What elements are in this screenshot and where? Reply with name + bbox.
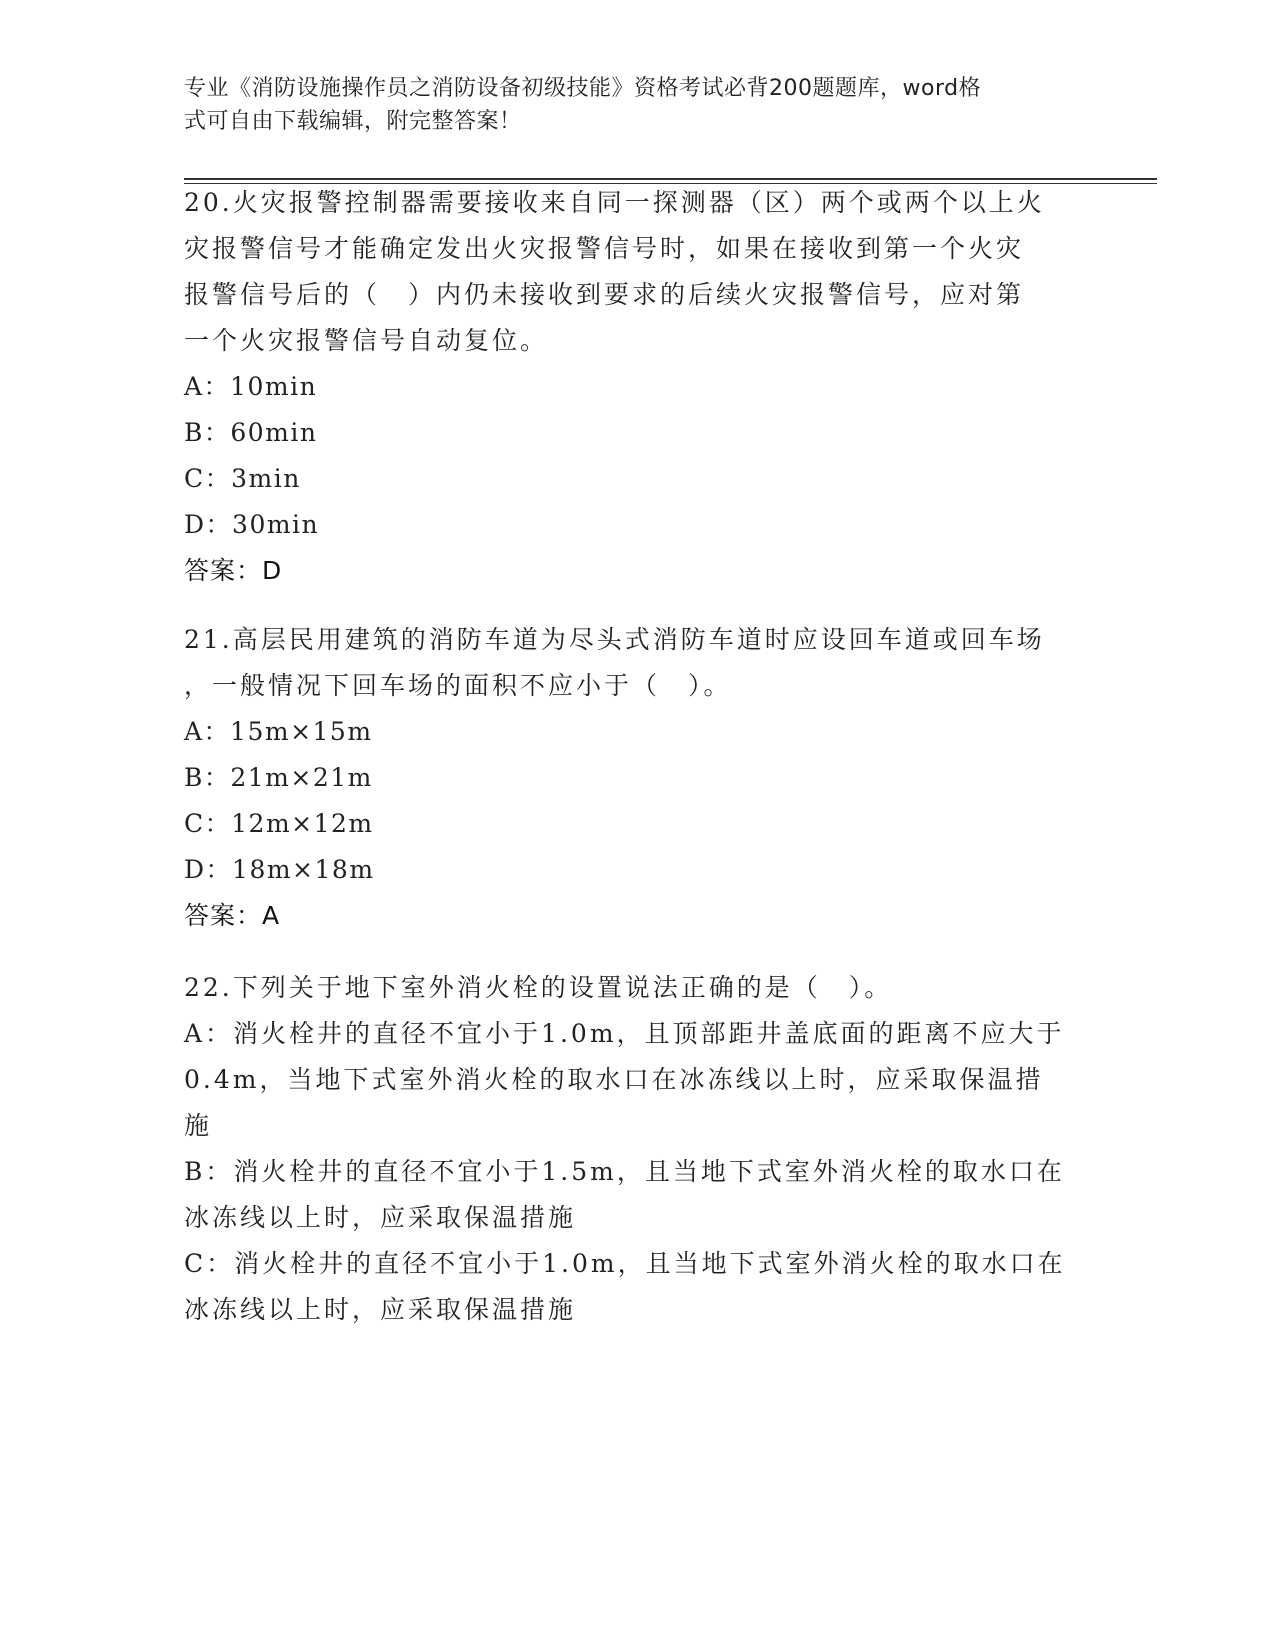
- answer-label: 答案：A: [184, 901, 281, 930]
- option-c-line: 冰冻线以上时，应采取保温措施: [184, 1295, 577, 1324]
- question-stem-line: 一个火灾报警信号自动复位。: [184, 326, 549, 355]
- option-a-line: 0.4m，当地下式室外消火栓的取水口在冰冻线以上时，应采取保温措: [184, 1065, 1044, 1094]
- option-d: D：18m×18m: [184, 855, 375, 884]
- header-line-1: 专业《消防设施操作员之消防设备初级技能》资格考试必背200题题库，word格: [184, 76, 982, 101]
- answer-label: 答案：D: [184, 556, 283, 585]
- question-stem-line: 20.火灾报警控制器需要接收来自同一探测器（区）两个或两个以上火: [184, 188, 1045, 217]
- option-b: B：60min: [184, 418, 318, 447]
- option-c: C：12m×12m: [184, 809, 374, 838]
- option-a: A：15m×15m: [184, 717, 373, 746]
- option-c-line: C：消火栓井的直径不宜小于1.0m，且当地下式室外消火栓的取水口在: [184, 1249, 1066, 1278]
- option-c: C：3min: [184, 464, 301, 493]
- header-line-2: 式可自由下载编辑，附完整答案！: [184, 109, 522, 134]
- question-stem-line: ，一般情况下回车场的面积不应小于（ ）。: [184, 671, 732, 700]
- question-stem-line: 22.下列关于地下室外消火栓的设置说法正确的是（ ）。: [184, 973, 893, 1002]
- question-stem-line: 灾报警信号才能确定发出火灾报警信号时，如果在接收到第一个火灾: [184, 234, 1025, 263]
- question-stem-line: 21.高层民用建筑的消防车道为尽头式消防车道时应设回车道或回车场: [184, 625, 1045, 654]
- option-a-line: 施: [184, 1111, 213, 1140]
- question-20: [184, 180, 1084, 594]
- option-b: B：21m×21m: [184, 763, 373, 792]
- question-22: [184, 965, 1084, 1333]
- question-stem-line: 报警信号后的（ ）内仍未接收到要求的后续火灾报警信号，应对第: [184, 280, 1025, 309]
- question-21: [184, 617, 1084, 939]
- option-b-line: 冰冻线以上时，应采取保温措施: [184, 1203, 577, 1232]
- option-d: D：30min: [184, 510, 320, 539]
- document-header: [184, 72, 1064, 138]
- option-b-line: B：消火栓井的直径不宜小于1.5m，且当地下式室外消火栓的取水口在: [184, 1157, 1065, 1186]
- option-a: A：10min: [184, 372, 318, 401]
- option-a-line: A：消火栓井的直径不宜小于1.0m，且顶部距井盖底面的距离不应大于: [184, 1019, 1065, 1048]
